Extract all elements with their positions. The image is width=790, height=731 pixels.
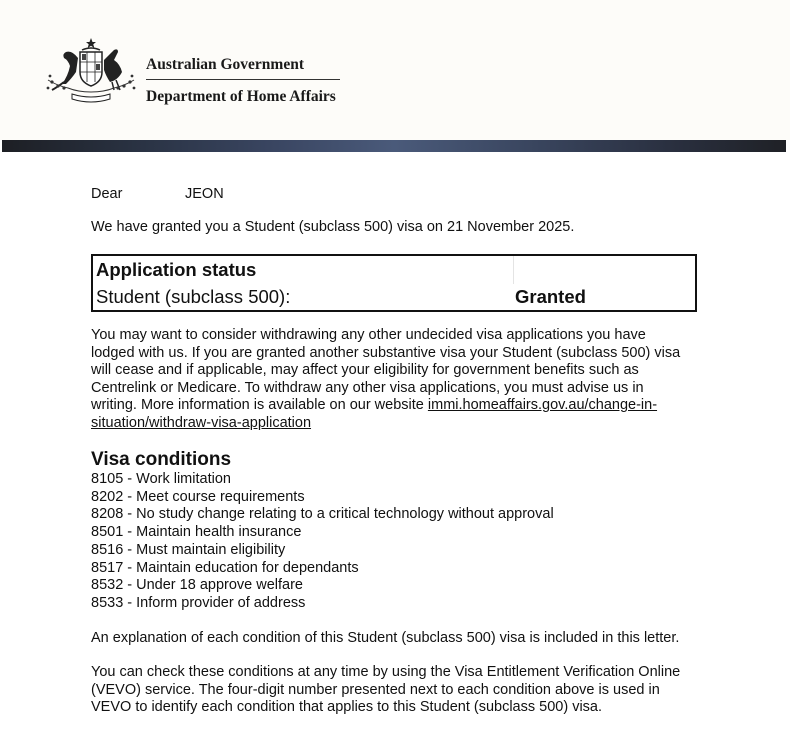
conditions-list bbox=[91, 471, 554, 613]
department-name: Department of Home Affairs bbox=[146, 88, 336, 105]
conditions-heading: Visa conditions bbox=[91, 449, 232, 470]
condition-item: 8105 - Work limitation bbox=[91, 471, 231, 487]
status-value: Granted bbox=[515, 286, 586, 307]
condition-item: 8208 - No study change relating to a critical technology without approval bbox=[91, 506, 554, 523]
status-title: Application status bbox=[96, 259, 257, 280]
vevo-paragraph: You can check these conditions at any time by using the Visa Entitlement Verification Online (VEVO) service. The four-digit number presented next to each condition above is used in VEVO to identify each condition that applies to this Student (subclass 500) visa. bbox=[91, 664, 681, 716]
condition-item: 8501 - Maintain health insurance bbox=[91, 524, 302, 541]
condition-item: 8532 - Under 18 approve welfare bbox=[91, 577, 303, 594]
condition-item: 8202 - Meet course requirements bbox=[91, 488, 305, 505]
condition-item: 8517 - Maintain education for dependants bbox=[91, 559, 359, 576]
status-divider bbox=[513, 256, 514, 284]
condition-item: 8533 - Inform provider of address bbox=[91, 594, 306, 611]
application-status-box bbox=[91, 254, 697, 312]
grant-statement: We have granted you a Student (subclass 500) visa on 21 November 2025. bbox=[91, 219, 575, 235]
recipient-name: JEON bbox=[185, 186, 224, 202]
government-wordmark bbox=[146, 55, 340, 107]
explanation-paragraph: An explanation of each condition of this Student (subclass 500) visa is included in this letter. bbox=[91, 630, 680, 646]
government-name: Australian Government bbox=[146, 55, 340, 80]
coat-of-arms-icon bbox=[44, 36, 138, 106]
header-band bbox=[2, 140, 786, 152]
withdraw-link[interactable]: immi.homeaffairs.gov.au/change-in-situation/withdraw-visa-application bbox=[91, 397, 658, 431]
condition-item: 8516 - Must maintain eligibility bbox=[91, 541, 286, 558]
letterhead bbox=[0, 0, 790, 140]
salutation bbox=[91, 186, 224, 202]
withdraw-paragraph bbox=[91, 327, 691, 433]
status-label: Student (subclass 500): bbox=[96, 286, 291, 307]
salutation-word: Dear bbox=[91, 186, 123, 202]
withdraw-text: You may want to consider withdrawing any other undecided visa applications you have lodged with us. If you are granted another substantive visa your Student (subclass 500) visa will cease and if applicable, may affect your eligibility for government benefits such as Centrelink or Medicare. To withdraw any other visa applications, you must advise us in writing. More information is available on our website bbox=[91, 327, 681, 414]
